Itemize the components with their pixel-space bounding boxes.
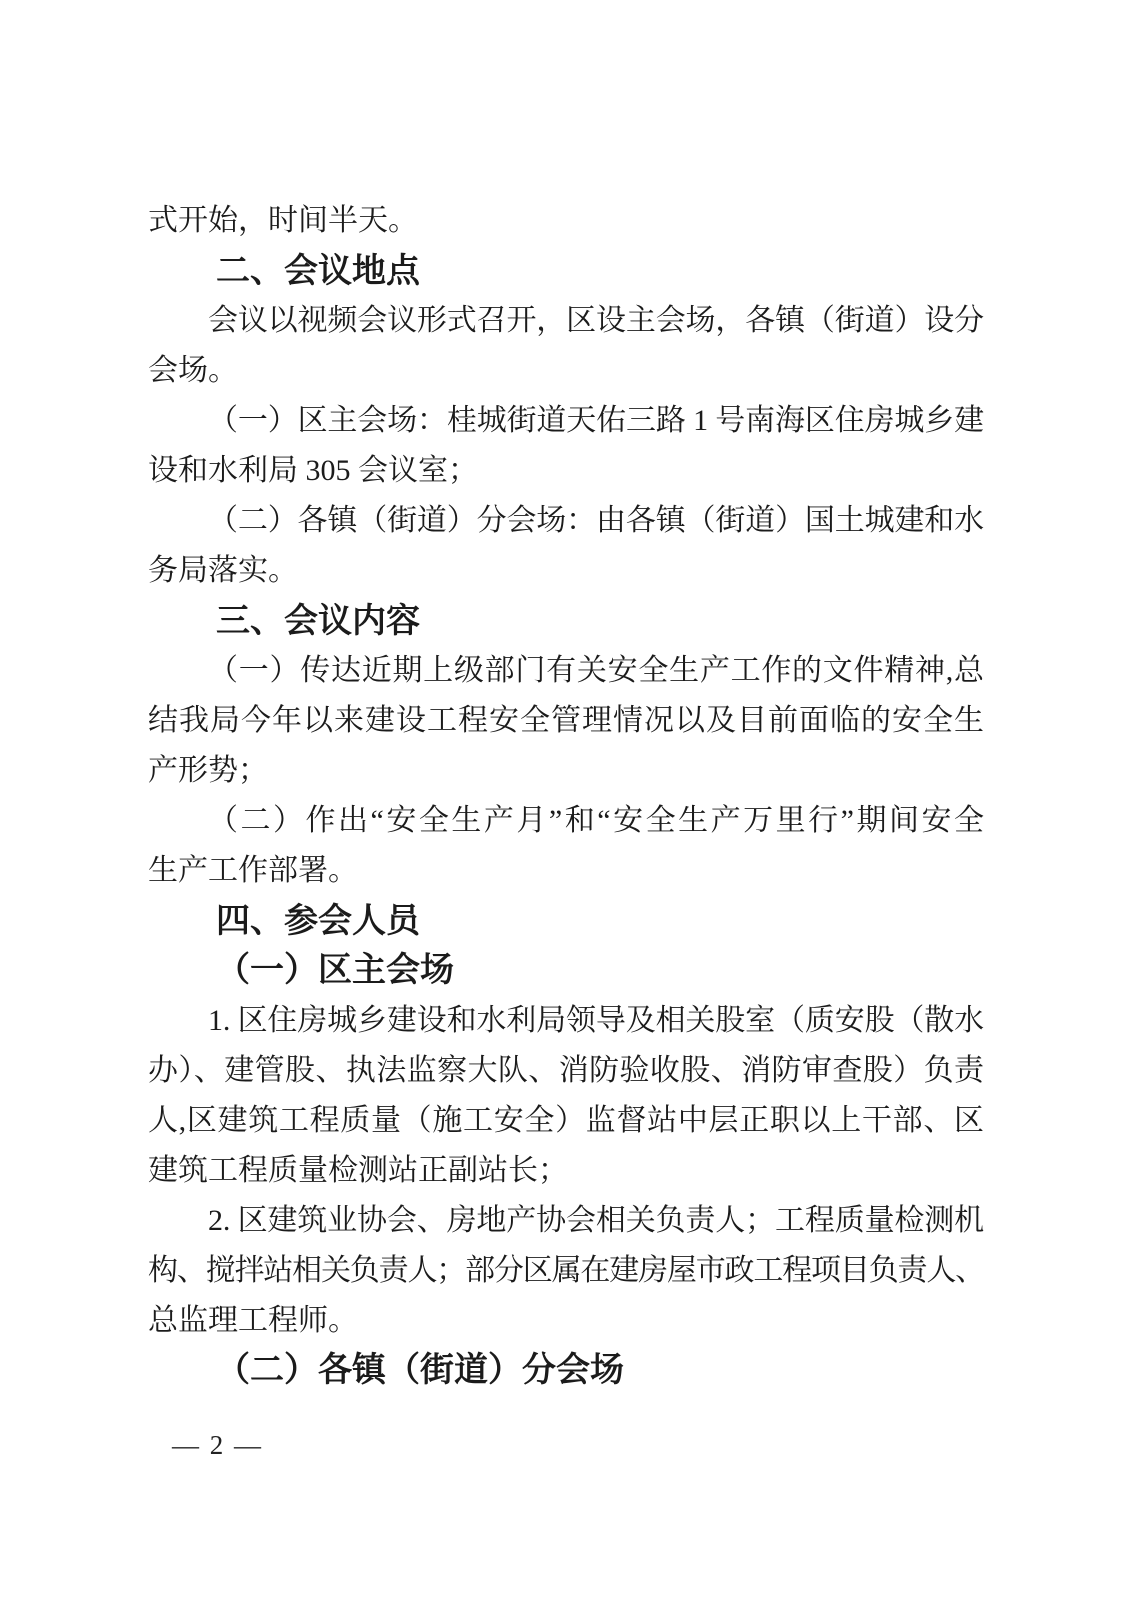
text-line: 设和水利局 305 会议室；: [148, 454, 478, 487]
document-body: [148, 196, 984, 1396]
text-line: 会场。: [148, 354, 238, 387]
text-line: 构、搅拌站相关负责人；部分区属在建房屋市政工程项目负责人、: [148, 1254, 984, 1287]
section-heading: 四、参会人员: [216, 902, 420, 940]
text-line: 人,区建筑工程质量（施工安全）监督站中层正职以上干部、区: [148, 1104, 984, 1137]
text-line: 1. 区住房城乡建设和水利局领导及相关股室（质安股（散水: [208, 1004, 984, 1037]
text-line: （一）传达近期上级部门有关安全生产工作的文件精神,总: [208, 654, 984, 687]
text-line: 产形势；: [148, 754, 268, 787]
text-line: 会议以视频会议形式召开，区设主会场，各镇（街道）设分: [208, 304, 984, 337]
text-line: （二）各镇（街道）分会场：由各镇（街道）国土城建和水: [208, 504, 984, 537]
text-line: 生产工作部署。: [148, 854, 358, 887]
text-line: 总监理工程师。: [148, 1304, 358, 1337]
text-line: （一）区主会场：桂城街道天佑三路 1 号南海区住房城乡建: [208, 404, 984, 437]
sub-heading: （二）各镇（街道）分会场: [216, 1352, 624, 1389]
text-line: 建筑工程质量检测站正副站长；: [148, 1154, 568, 1187]
sub-heading: （一）区主会场: [216, 952, 454, 989]
text-line: 式开始，时间半天。: [148, 204, 418, 237]
section-heading: 二、会议地点: [216, 252, 420, 290]
text-line: 2. 区建筑业协会、房地产协会相关负责人；工程质量检测机: [208, 1204, 984, 1237]
text-line: （二）作出“安全生产月”和“安全生产万里行”期间安全: [208, 804, 984, 837]
page-number: — 2 —: [172, 1430, 263, 1460]
text-line: 务局落实。: [148, 554, 298, 587]
section-heading: 三、会议内容: [216, 602, 420, 640]
text-line: 结我局今年以来建设工程安全管理情况以及目前面临的安全生: [148, 704, 984, 737]
text-line: 办）、建管股、执法监察大队、消防验收股、消防审查股）负责: [148, 1054, 984, 1087]
